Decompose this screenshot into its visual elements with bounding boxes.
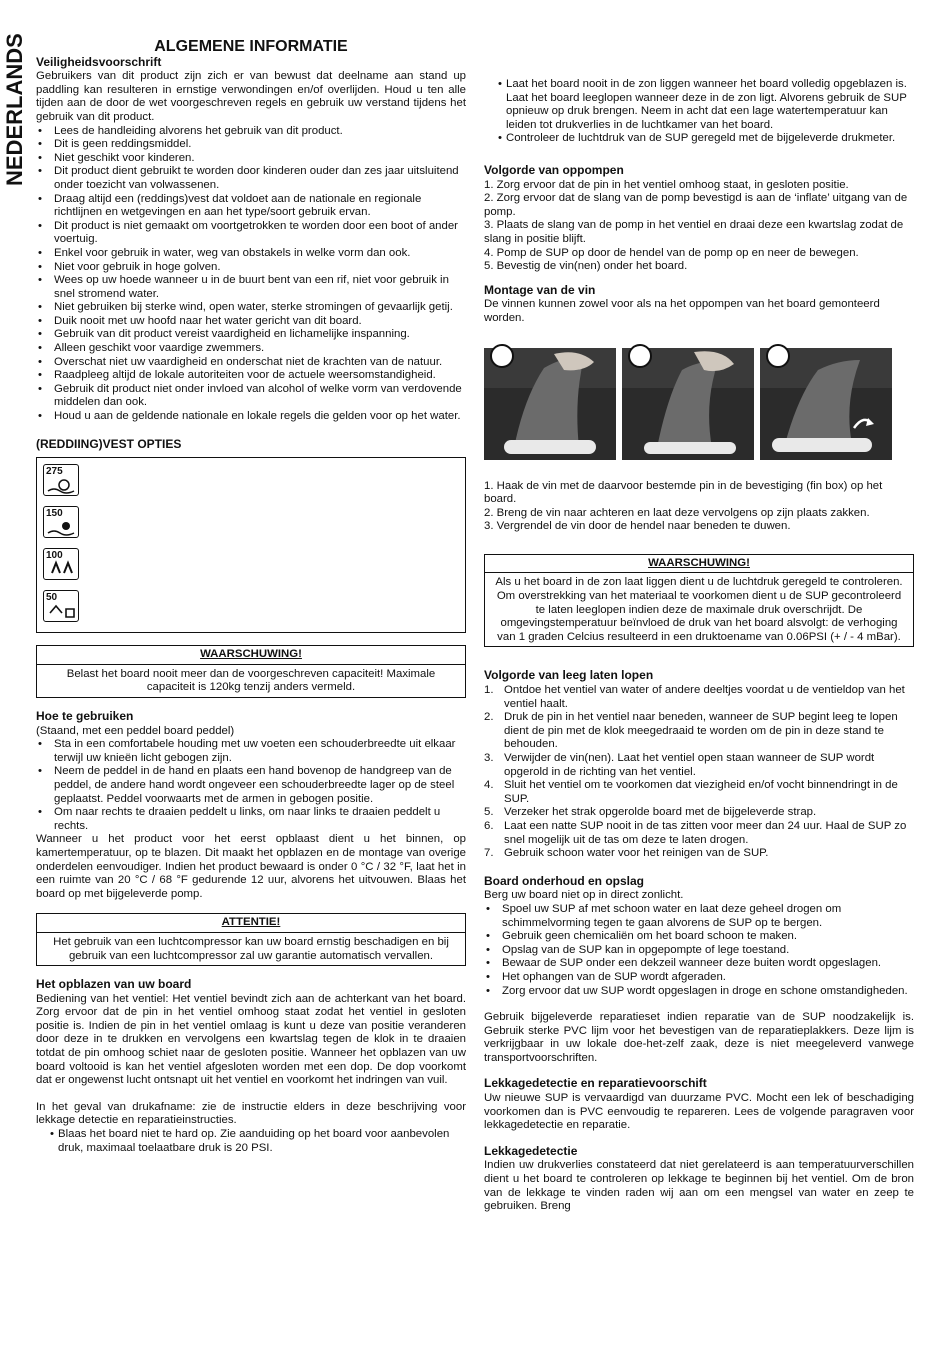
storage-heading: Board onderhoud en opslag (484, 873, 645, 888)
list-item: • Alleen geschikt voor vaardige zwemmers. (36, 342, 466, 356)
step-1-marker (490, 344, 514, 368)
list-item: • Raadpleeg altijd de lokale autoriteiten voor de actuele weersomstandigheid. (36, 369, 466, 383)
pump-order-list (484, 179, 914, 274)
vest-heading: (REDDIING)VEST OPTIES (36, 436, 182, 451)
leak-paragraph: Indien uw drukverlies constateerd dat niet gerelateerd is aan temperatuurverschillen dient u het board te controleren op lekkage te beginnen bij het ventiel. Om de bron van de lekkage te vinden raden wij aan om een mengsel van water en zeep te gebruiken. Breng (484, 1159, 914, 1213)
list-item: • Niet gebruiken bij sterke wind, open water, sterke stromingen of gevaarlijk getij. (36, 301, 466, 315)
attention-box (36, 913, 466, 966)
list-item: 3. Vergrendel de vin door de hendel naar beneden te duwen. (484, 520, 791, 533)
inflate-paragraph: Bediening van het ventiel: Het ventiel bevindt zich aan de achterkant van het board. Zorg ervoor dat de pin in het ventiel omhoog staat zodat het ventiel in gesloten positie is. Indien de pin in het ventiel omlaag is kunt u deze van positie veranderen door deze in te drukken en vervolgens een kwartslag tegen de klok in te draaien totdat de pin omhoog schiet naar de gesloten positie. Wanneer het opblazen van uw board voltooid is kan het ventiel afgesloten worden met een dop. De dop voorkomt dat er ongewenst lucht ontsnapt uit het ventiel en voorkomt het indringen van vuil. (36, 992, 466, 1087)
list-item: 5. Verzeker het strak opgerolde board met de bijgeleverde strap. (484, 806, 817, 819)
list-item: 4. Sluit het ventiel om te voorkomen dat viezigheid en/of vocht binnendringt in de SUP. (484, 779, 898, 805)
list-item: 5. Bevestig de vin(nen) onder het board. (484, 260, 688, 273)
leak-heading: Lekkagedetectie (484, 1143, 578, 1158)
list-item: • Zorg ervoor dat uw SUP wordt opgeslagen in droge en schone omstandigheden. (484, 985, 914, 999)
list-item: • Controleer de luchtdruk van de SUP geregeld met de bijgeleverde drukmeter. (484, 132, 914, 146)
list-item: • Niet geschikt voor kinderen. (36, 152, 466, 166)
list-item: • Laat het board nooit in de zon liggen wanneer het board volledig opgeblazen is. Laat het board leeglopen wanneer deze in de zon ligt. Alvorens gebruik de SUP opnieuw op druk brengen. Neem in acht dat een lage watertemperatuur kan leiden tot drukverlies in de luchtkamer van het board. (484, 78, 914, 132)
step-3-marker (766, 344, 790, 368)
inflate-list-continued (484, 78, 914, 146)
vest-50-icon: 50 (43, 590, 79, 622)
list-item: • Bewaar de SUP onder een dekzeil wanneer deze buiten wordt opgeslagen. (484, 957, 914, 971)
list-item: 4. Pomp de SUP op door de hendel van de pomp op en neer de bewegen. (484, 246, 859, 259)
list-item: • Gebruik geen chemicaliën om het board schoon te maken. (484, 930, 914, 944)
list-item: • Enkel voor gebruik in water, weg van obstakels in welke vorm dan ook. (36, 247, 466, 261)
attention-body: Het gebruik van een luchtcompressor kan uw board ernstig beschadigen en bij gebruik van een luchtcompressor zal uw garantie automatisch vervallen. (53, 935, 449, 962)
step-2-marker (628, 344, 652, 368)
storage-list (484, 903, 914, 998)
leak-repair-heading: Lekkagedetectie en reparatievoorschift (484, 1076, 707, 1091)
usage-heading: Hoe te gebruiken (36, 709, 134, 723)
list-item: • Het ophangen van de SUP wordt afgeraden. (484, 971, 914, 985)
deflate-list (484, 684, 914, 861)
language-label: NEDERLANDS (2, 33, 27, 186)
vest-150-icon: 150 (43, 506, 79, 538)
list-item: 1. Ontdoe het ventiel van water of andere deeltjes voordat u de ventieldop van het ventiel haalt. (484, 684, 905, 710)
language-tab (2, 33, 30, 188)
attention-title: ATTENTIE! (37, 914, 465, 933)
list-item: • Blaas het board niet te hard op. Zie aanduiding op het board voor aanbevolen druk, maximaal toelaatbare druk is 20 PSI. (36, 1128, 466, 1155)
list-item: • Niet voor gebruik in hoge golven. (36, 261, 466, 275)
safety-list (36, 125, 466, 424)
list-item: • Duik nooit met uw hoofd naar het water gericht van dit board. (36, 315, 466, 329)
list-item: • Opslag van de SUP kan in opgepompte of lege toestand. (484, 944, 914, 958)
list-item: • Neem de peddel in de hand en plaats een hand bovenop de handgreep van de peddel, de andere hand wordt ongeveer een schouderbreedte lager op de steel geplaatst. Peddel voorwaarts met de armen in gebogen positie. (36, 765, 466, 806)
inflate-list-start (36, 1128, 466, 1155)
usage-paragraph: Wanneer u het product voor het eerst opblaast dient u het binnen, op kamertemperatuur, op te blazen. Dit maakt het opblazen en de montage van overige onderdelen eenvoudiger. Indien het product bewaard is onder 0 °C / 32 °F, laat het in een ruimte van 20 °C / 68 °F gedurende 12 uur, alvorens het uitvouwen. Blaas het board op met bijgeleverde pomp. (36, 833, 466, 900)
vest-options-box (36, 457, 466, 633)
list-item: 1. Haak de vin met de daarvoor bestemde pin in de bevestiging (fin box) op het board. (484, 479, 883, 506)
fin-heading: Montage van de vin (484, 282, 596, 297)
page-title: ALGEMENE INFORMATIE (154, 38, 348, 55)
list-item: • Spoel uw SUP af met schoon water en laat deze geheel drogen om schimmelvorming tegen te gaan alvorens de SUP op te bergen. (484, 903, 914, 930)
list-item: • Sta in een comfortabele houding met uw voeten een schouderbreedte uit elkaar terwijl uw knieën licht gebogen zijn. (36, 738, 466, 765)
warning-capacity-box (36, 645, 466, 698)
warning-body: Als u het board in de zon laat liggen dient u de luchtdruk geregeld te controleren. Om overstrekking van het materiaal te voorkomen dient u de SUP gecontroleerd te laten leeglopen indien deze de maximale druk overschrijdt. De omgevingstemperatuur beïnvloed de druk van het board alsvolgt: de verhoging van 1 graden Celcius resulteerd in een druktoename van 0.06PSI (+ / - 4 mBar). (495, 576, 903, 643)
list-item: • Dit product dient gebruikt te worden door kinderen ouder dan zes jaar uitsluitend onder toezicht van volwassenen. (36, 165, 466, 192)
vest-100-icon: 100 (43, 548, 79, 580)
list-item: • Gebruik van dit product vereist vaardigheid en lichamelijke inspanning. (36, 328, 466, 342)
list-item: 3. Verwijder de vin(nen). Laat het ventiel open staan wanneer de SUP wordt opgerold in de richting van het ventiel. (484, 752, 875, 778)
list-item: 3. Plaats de slang van de pomp in het ventiel en draai deze een kwartslag zodat de slang in positie blijft. (484, 219, 904, 245)
storage-intro: Berg uw board niet op in direct zonlicht. (484, 889, 684, 902)
vest-275-icon: 275 (43, 464, 79, 496)
fin-steps-list (484, 480, 914, 534)
list-item: • Gebruik dit product niet onder invloed van alcohol of welke vorm van verdovende middelen dan ook. (36, 383, 466, 410)
list-item: • Om naar rechts te draaien peddelt u links, om naar links te draaien peddelt u rechts. (36, 806, 466, 833)
usage-subtitle: (Staand, met een peddel board peddel) (36, 724, 235, 737)
left-column (36, 40, 466, 1155)
warning-title: WAARSCHUWING! (485, 555, 913, 574)
inflate-heading: Het opblazen van uw board (36, 977, 192, 992)
list-item: 2. Zorg ervoor dat de slang van de pomp bevestigd is aan de ‘inflate’ uitgang van de pomp. (484, 192, 908, 218)
list-item: • Wees op uw hoede wanneer u in de buurt bent van een rif, niet voor gebruik in snel stromend water. (36, 274, 466, 301)
safety-intro: Gebruikers van dit product zijn zich er van bewust dat deelname aan stand up paddling kan resulteren in ernstige verwondingen en/of overlijden. Houd u ten alle tijden aan de door de wet voorgeschreven regels en gebruik uw verstand tijdens het gebruik van dit product. (36, 70, 466, 123)
pump-order-heading: Volgorde van oppompen (484, 162, 624, 177)
warning-sun-box (484, 554, 914, 648)
list-item: • Dit is geen reddingsmiddel. (36, 138, 466, 152)
leak-repair-paragraph: Uw nieuwe SUP is vervaardigd van duurzame PVC. Mocht een lek of beschadiging voorkomen dan is PVC eenvoudig te repareren. Lees de volgende paragraven voor lekkagedetectie en reparatie. (484, 1092, 914, 1132)
right-column (484, 78, 914, 1214)
list-item: • Lees de handleiding alvorens het gebruik van dit product. (36, 125, 466, 139)
list-item: 2. Breng de vin naar achteren en laat deze vervolgens op zijn plaats zakken. (484, 506, 870, 519)
list-item: 7. Gebruik schoon water voor het reinigen van de SUP. (484, 847, 769, 860)
list-item: 1. Zorg ervoor dat de pin in het ventiel omhoog staat, in gesloten positie. (484, 178, 849, 191)
repair-paragraph: Gebruik bijgeleverde reparatieset indien reparatie van de SUP noodzakelijk is. Gebruik sterke PVC lijm voor het bevestigen van de reparatieplakkers. Deze lijm is verkrijgbaar in uw lokale doe-het-zelf zaak, deze is niet meegeleverd vanwege transportvoorschriften. (484, 1011, 914, 1064)
safety-heading: Veiligheidsvoorschrift (36, 54, 162, 69)
list-item: 6. Laat een natte SUP nooit in de tas zitten voor meer dan 24 uur. Haal de SUP zo snel mogelijk uit de tas om deze te laten drogen. (484, 819, 907, 846)
warning-title: WAARSCHUWING! (37, 646, 465, 665)
fin-intro: De vinnen kunnen zowel voor als na het oppompen van het board gemonteerd worden. (484, 298, 880, 324)
list-item: 2. Druk de pin in het ventiel naar beneden, wanneer de SUP begint leeg te lopen dient de pin met de klok meegedraaid te worden om de pin in deze stand te behouden. (484, 711, 898, 751)
inflate-paragraph-2: In het geval van drukafname: zie de instructie elders in deze beschrijving voor lekkage detectie en reparatieinstructies. (36, 1100, 466, 1127)
list-item: • Houd u aan de geldende nationale en lokale regels die gelden voor op het water. (36, 410, 466, 424)
usage-list (36, 738, 466, 833)
deflate-heading: Volgorde van leeg laten lopen (484, 668, 654, 683)
list-item: • Draag altijd een (reddings)vest dat voldoet aan de nationale en regionale richtlijnen en wetgevingen en aan het type/soort gebruik ervan. (36, 193, 466, 220)
list-item: • Overschat niet uw vaardigheid en onderschat niet de krachten van de natuur. (36, 356, 466, 370)
list-item: • Dit product is niet gemaakt om voortgetrokken te worden door een boot of ander voertuig. (36, 220, 466, 247)
warning-body: Belast het board nooit meer dan de voorgeschreven capaciteit! Maximale capaciteit is 120kg tenzij anders vermeld. (66, 667, 436, 694)
fin-photos (484, 348, 914, 460)
